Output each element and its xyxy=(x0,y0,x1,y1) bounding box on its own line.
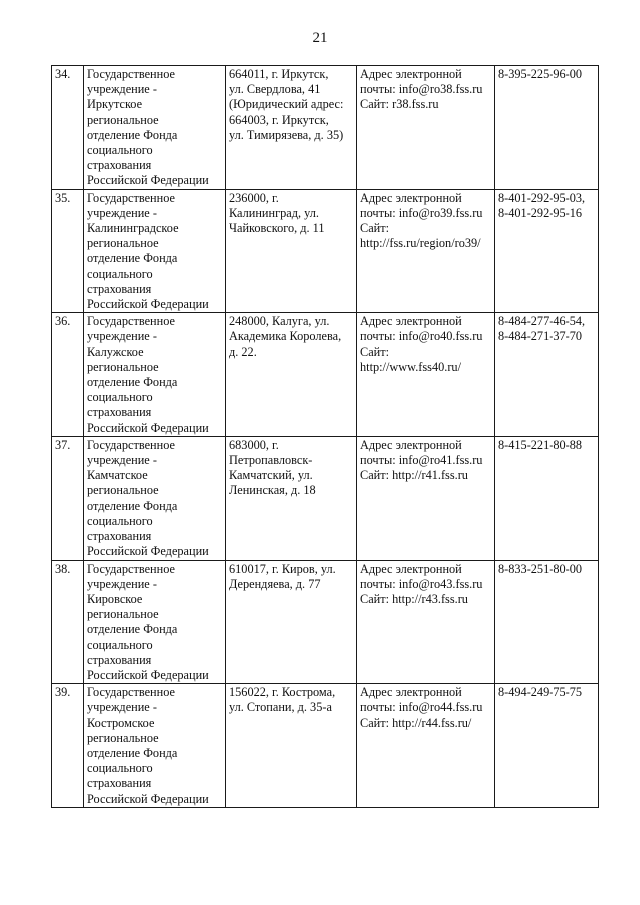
table-row xyxy=(52,189,599,313)
row-number: 36. xyxy=(52,313,84,437)
contact-info: Адрес электронной почты: info@ro38.fss.ru Сайт: r38.fss.ru xyxy=(357,66,495,190)
contact-info: Адрес электронной почты: info@ro43.fss.ru Сайт: http://r43.fss.ru xyxy=(357,560,495,684)
table-row xyxy=(52,313,599,437)
phone-number: 8-494-249-75-75 xyxy=(495,684,599,808)
table-row xyxy=(52,684,599,808)
phone-number: 8-484-277-46-54, 8-484-271-37-70 xyxy=(495,313,599,437)
postal-address: 248000, Калуга, ул. Академика Королева, д. 22. xyxy=(226,313,357,437)
contact-info: Адрес электронной почты: info@ro40.fss.ru Сайт: http://www.fss40.ru/ xyxy=(357,313,495,437)
row-number: 39. xyxy=(52,684,84,808)
phone-number: 8-833-251-80-00 xyxy=(495,560,599,684)
postal-address: 683000, г. Петропавловск- Камчатский, ул. Ленинская, д. 18 xyxy=(226,436,357,560)
row-number: 35. xyxy=(52,189,84,313)
fss-offices-table xyxy=(51,65,599,808)
page-number: 21 xyxy=(312,30,328,46)
phone-number: 8-415-221-80-88 xyxy=(495,436,599,560)
organization-name: Государственное учреждение - Камчатское региональное отделение Фонда социального страхования Российской Федерации xyxy=(84,436,226,560)
table-row xyxy=(52,66,599,190)
organization-name: Государственное учреждение - Костромское региональное отделение Фонда социального страхования Российской Федерации xyxy=(84,684,226,808)
organization-name: Государственное учреждение - Иркутское региональное отделение Фонда социального страхования Российской Федерации xyxy=(84,66,226,190)
postal-address: 664011, г. Иркутск, ул. Свердлова, 41 (Юридический адрес: 664003, г. Иркутск, ул. Тимирязева, д. 35) xyxy=(226,66,357,190)
contact-info: Адрес электронной почты: info@ro41.fss.ru Сайт: http://r41.fss.ru xyxy=(357,436,495,560)
contact-info: Адрес электронной почты: info@ro39.fss.ru Сайт: http://fss.ru/region/ro39/ xyxy=(357,189,495,313)
postal-address: 156022, г. Кострома, ул. Стопани, д. 35-а xyxy=(226,684,357,808)
organization-name: Государственное учреждение - Калининградское региональное отделение Фонда социального страхования Российской Федерации xyxy=(84,189,226,313)
postal-address: 236000, г. Калининград, ул. Чайковского, д. 11 xyxy=(226,189,357,313)
organization-name: Государственное учреждение - Калужское региональное отделение Фонда социального страхования Российской Федерации xyxy=(84,313,226,437)
row-number: 37. xyxy=(52,436,84,560)
row-number: 38. xyxy=(52,560,84,684)
phone-number: 8-395-225-96-00 xyxy=(495,66,599,190)
table-row xyxy=(52,436,599,560)
contact-info: Адрес электронной почты: info@ro44.fss.ru Сайт: http://r44.fss.ru/ xyxy=(357,684,495,808)
organization-name: Государственное учреждение - Кировское региональное отделение Фонда социального страхования Российской Федерации xyxy=(84,560,226,684)
phone-number: 8-401-292-95-03, 8-401-292-95-16 xyxy=(495,189,599,313)
table-row xyxy=(52,560,599,684)
postal-address: 610017, г. Киров, ул. Дерендяева, д. 77 xyxy=(226,560,357,684)
row-number: 34. xyxy=(52,66,84,190)
